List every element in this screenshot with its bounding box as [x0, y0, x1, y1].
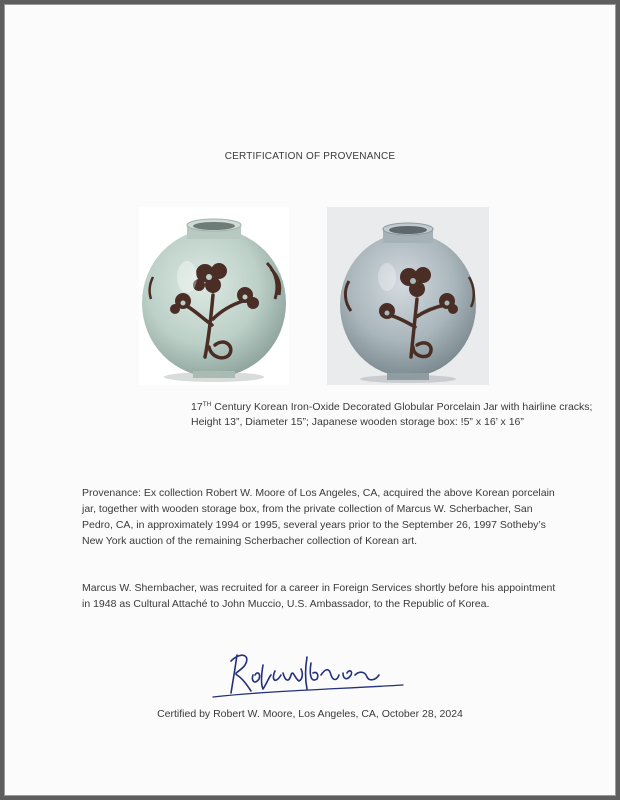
certification-statement: Certified by Robert W. Moore, Los Angeles, CA, October 28, 2024	[157, 708, 463, 720]
description-line-2: Height 13”, Diameter 15”; Japanese wooden storage box: !5” x 16’ x 16”	[191, 416, 524, 428]
description-line-1	[191, 397, 611, 415]
century-number: 17	[191, 401, 203, 413]
jar-illustration	[327, 207, 489, 385]
jar-illustration	[139, 207, 289, 385]
object-description	[191, 397, 611, 430]
century-superscript: TH	[202, 401, 212, 408]
provenance-paragraph: Provenance: Ex collection Robert W. Moore of Los Angeles, CA, acquired the above Korean porcelain jar, together with wooden storage box, from the private collection of Marcus W. Scherbacher, San Pedro, CA, in approximately 1994 or 1995, several years prior to the September 26, 1997 Sotheby’s New York auction of the remaining Scherbacher collection of Korean art.	[82, 487, 555, 547]
description-text: Century Korean Iron-Oxide Decorated Globular Porcelain Jar with hairline cracks;	[211, 401, 593, 413]
jar-photo-front	[139, 207, 289, 385]
document-title: CERTIFICATION OF PROVENANCE	[224, 151, 396, 162]
document-page	[4, 4, 616, 796]
biography-paragraph: Marcus W. Shernbacher, was recruited for a career in Foreign Services shortly before his appointment in 1948 as Cultural Attaché to John Muccio, U.S. Ambassador, to the Republic of Korea.	[82, 582, 556, 610]
jar-photo-side	[327, 207, 489, 385]
handwritten-signature	[207, 645, 407, 705]
